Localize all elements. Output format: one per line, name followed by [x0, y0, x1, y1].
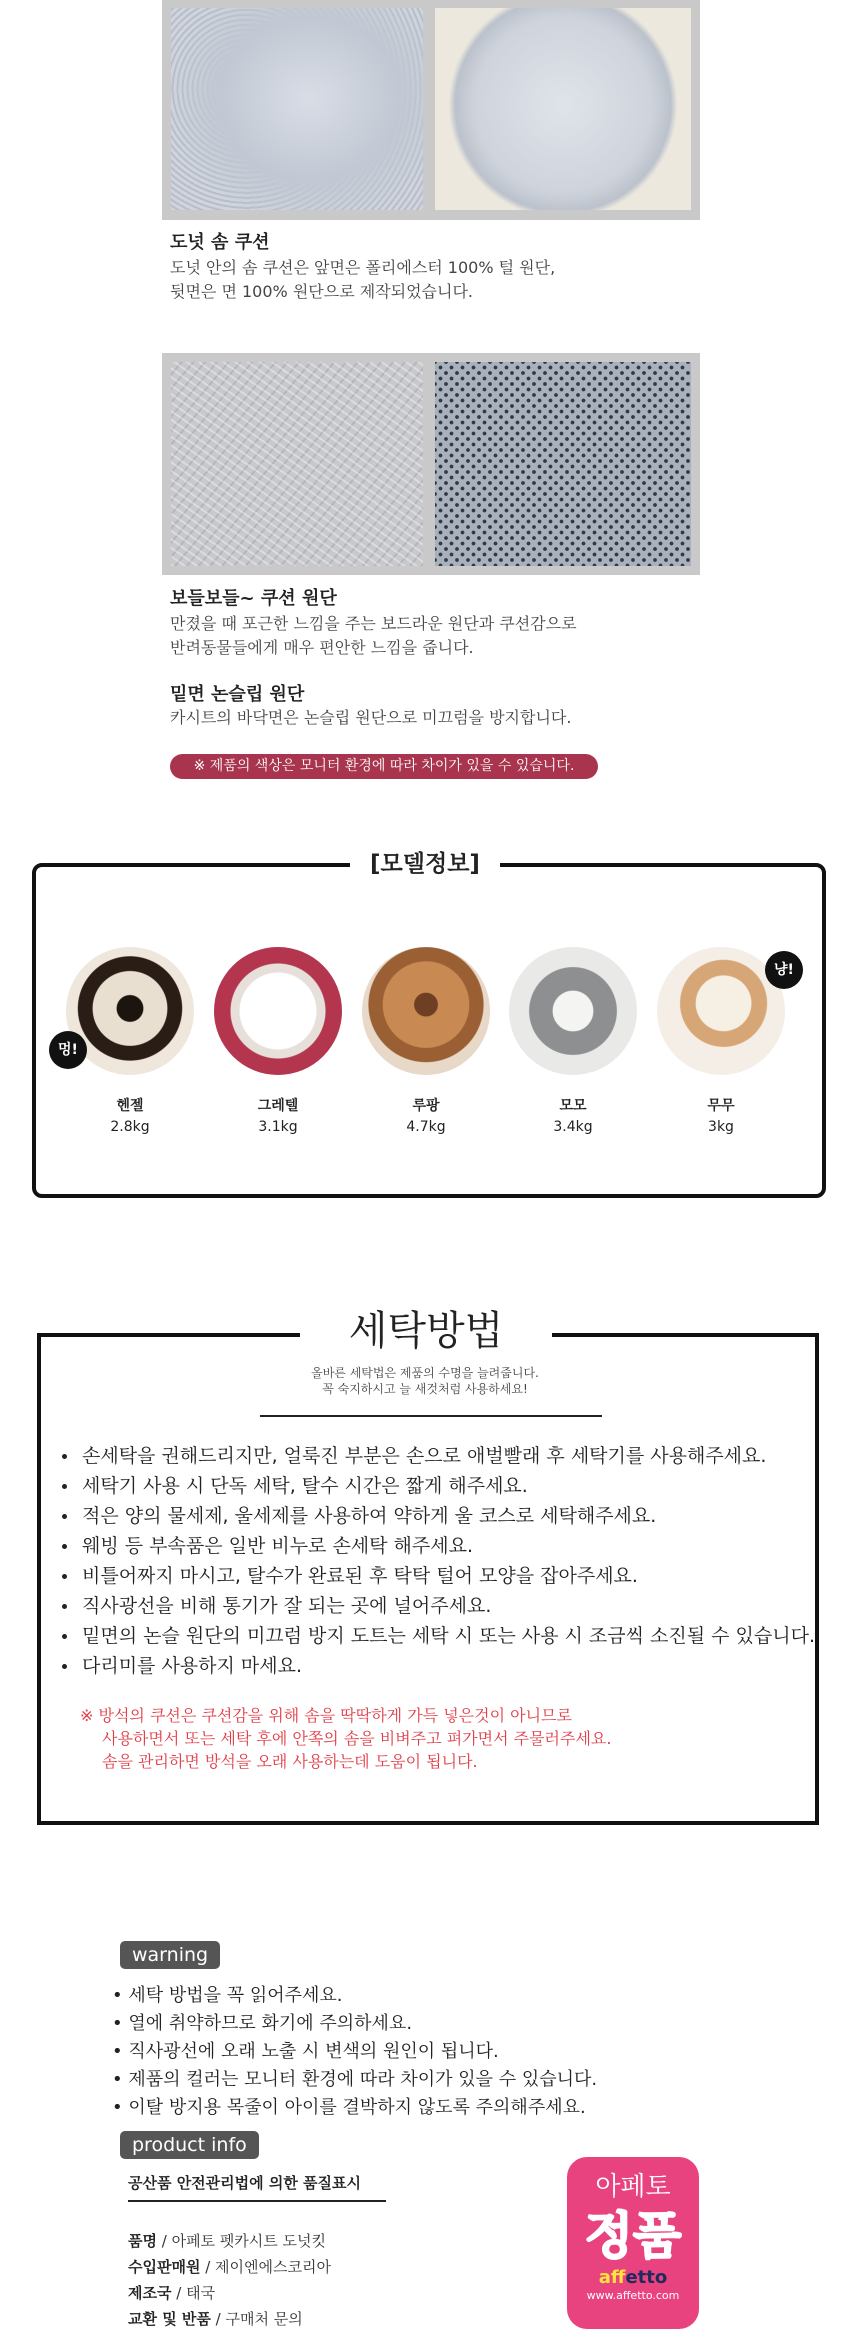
pet-name: 무무: [707, 1098, 735, 1114]
soft-fabric-desc: [170, 612, 577, 660]
color-notice-badge: ※ 제품의 색상은 모니터 환경에 따라 차이가 있을 수 있습니다.: [170, 754, 598, 779]
pet-name: 헨젤: [116, 1098, 144, 1114]
pet-photo-momo: [509, 947, 637, 1075]
list-item: 웨빙 등 부속품은 일반 비누로 손세탁 해주세요.: [60, 1531, 810, 1561]
caution-line: ※ 방석의 쿠션은 쿠션감을 위해 솜을 딱딱하게 가득 넣은것이 아니므로: [80, 1706, 572, 1725]
badge-brand-kr: 아페토: [595, 2172, 671, 2202]
donut-cushion-desc: [170, 256, 555, 304]
genuine-product-badge: [567, 2157, 699, 2329]
list-item: 다리미를 사용하지 마세요.: [60, 1651, 810, 1681]
info-value: / 태국: [171, 2284, 216, 2302]
list-item: 적은 양의 물세제, 울세제를 사용하여 약하게 울 코스로 세탁해주세요.: [60, 1501, 810, 1531]
pet-photo-mumu: [657, 947, 794, 1075]
product-info-label: product info: [120, 2131, 259, 2159]
fur-cushion-photo: [171, 8, 423, 210]
warning-label: warning: [120, 1941, 220, 1969]
subtitle-line: 꼭 숙지하시고 늘 새것처럼 사용하세요!: [322, 1382, 528, 1396]
pet-photo-gretel: [214, 947, 342, 1075]
fur-fabric-photo: [171, 362, 423, 566]
list-item: • 직사광선에 오래 노출 시 변색의 원인이 됩니다.: [112, 2041, 499, 2062]
washing-caution: [80, 1704, 680, 1773]
info-value: / 제이엔에스코리아: [200, 2258, 331, 2276]
list-item: • 열에 취약하므로 화기에 주의하세요.: [112, 2013, 413, 2034]
logo-part: etto: [625, 2267, 668, 2288]
pet-name: 루팡: [412, 1098, 440, 1114]
pet-card: [656, 947, 794, 1135]
list-item: 직사광선을 비해 통기가 잘 되는 곳에 널어주세요.: [60, 1591, 810, 1621]
list-item: • 제품의 컬러는 모니터 환경에 따라 차이가 있을 수 있습니다.: [112, 2069, 598, 2090]
pet-weight: 2.8kg: [110, 1119, 150, 1135]
caution-line: 사용하면서 또는 세탁 후에 안쪽의 솜을 비벼주고 펴가면서 주물러주세요.: [102, 1729, 612, 1748]
warning-list: [112, 1982, 597, 2122]
bark-bubble: 멍!: [49, 1031, 87, 1069]
badge-logo: [567, 2267, 699, 2289]
info-key: 품명: [128, 2232, 157, 2250]
donut-cushion-title: 도넛 솜 쿠션: [170, 232, 270, 253]
cotton-cushion-photo: [435, 8, 691, 210]
nonslip-desc: 카시트의 바닥면은 논슬립 원단으로 미끄럼을 방지합니다.: [170, 708, 572, 727]
product-info-divider: [128, 2200, 386, 2202]
meow-bubble: 냥!: [765, 951, 803, 989]
product-info-table: [128, 2228, 331, 2332]
pet-photo-hansel: [58, 947, 194, 1075]
product-info-heading: 공산품 안전관리법에 의한 품질표시: [128, 2174, 362, 2192]
desc-line: 만졌을 때 포근한 느낌을 주는 보드라운 원단과 쿠션감으로: [170, 614, 577, 633]
info-row: [128, 2228, 331, 2254]
desc-line: 반려동물들에게 매우 편안한 느낌을 줍니다.: [170, 638, 474, 657]
info-key: 제조국: [128, 2284, 172, 2302]
caution-line: 솜을 관리하면 방석을 오래 사용하는데 도움이 됩니다.: [102, 1752, 478, 1771]
info-row: [128, 2280, 331, 2306]
pet-card: [58, 947, 195, 1135]
soft-fabric-title: 보들보들~ 쿠션 원단: [170, 588, 337, 609]
badge-url: www.affetto.com: [586, 2289, 680, 2302]
pet-name: 그레텔: [257, 1098, 299, 1114]
cushion-photo-frame: [162, 0, 700, 220]
model-info-title: [모델정보]: [350, 847, 500, 881]
info-value: / 아페토 펫카시트 도넛킷: [156, 2232, 327, 2250]
info-row: [128, 2254, 331, 2280]
washing-title: 세탁방법: [300, 1300, 552, 1362]
pet-weight: 3.4kg: [553, 1119, 593, 1135]
list-item: 밑면의 논슬 원단의 미끄럼 방지 도트는 세탁 시 또는 사용 시 조금씩 소진될 수 있습니다.: [60, 1621, 810, 1651]
logo-part: aff: [598, 2267, 626, 2288]
desc-line: 도넛 안의 솜 쿠션은 앞면은 폴리에스터 100% 털 원단,: [170, 258, 556, 277]
info-row: [128, 2306, 331, 2332]
pet-weight: 4.7kg: [406, 1119, 446, 1135]
pet-card: [213, 947, 343, 1135]
pet-card: [508, 947, 638, 1135]
fabric-photo-frame: [162, 353, 700, 575]
desc-line: 뒷면은 면 100% 원단으로 제작되었습니다.: [170, 282, 474, 301]
pet-weight: 3.1kg: [258, 1119, 298, 1135]
list-item: 세탁기 사용 시 단독 세탁, 탈수 시간은 짧게 해주세요.: [60, 1471, 810, 1501]
pet-weight: 3kg: [708, 1119, 734, 1135]
list-item: 비틀어짜지 마시고, 탈수가 완료된 후 탁탁 털어 모양을 잡아주세요.: [60, 1561, 810, 1591]
pet-name: 모모: [559, 1098, 587, 1114]
pet-photo-lupin: [362, 947, 490, 1075]
list-item: • 이탈 방지용 목줄이 아이를 결박하지 않도록 주의해주세요.: [112, 2097, 586, 2118]
washing-divider: [260, 1415, 602, 1417]
washing-list: [60, 1441, 815, 1681]
list-item: • 세탁 방법을 꼭 읽어주세요.: [112, 1985, 343, 2006]
info-value: / 구매처 문의: [210, 2310, 303, 2328]
washing-subtitle: [200, 1365, 650, 1397]
info-key: 수입판매원: [128, 2258, 201, 2276]
badge-genuine: 정품: [584, 2207, 682, 2265]
nonslip-title: 밑면 논슬립 원단: [170, 684, 305, 705]
pet-card: [361, 947, 491, 1135]
info-key: 교환 및 반품: [128, 2310, 211, 2328]
list-item: 손세탁을 권해드리지만, 얼룩진 부분은 손으로 애벌빨래 후 세탁기를 사용해주세요.: [60, 1441, 810, 1471]
subtitle-line: 올바른 세탁법은 제품의 수명을 늘려줍니다.: [311, 1366, 539, 1380]
nonslip-fabric-photo: [435, 362, 691, 566]
